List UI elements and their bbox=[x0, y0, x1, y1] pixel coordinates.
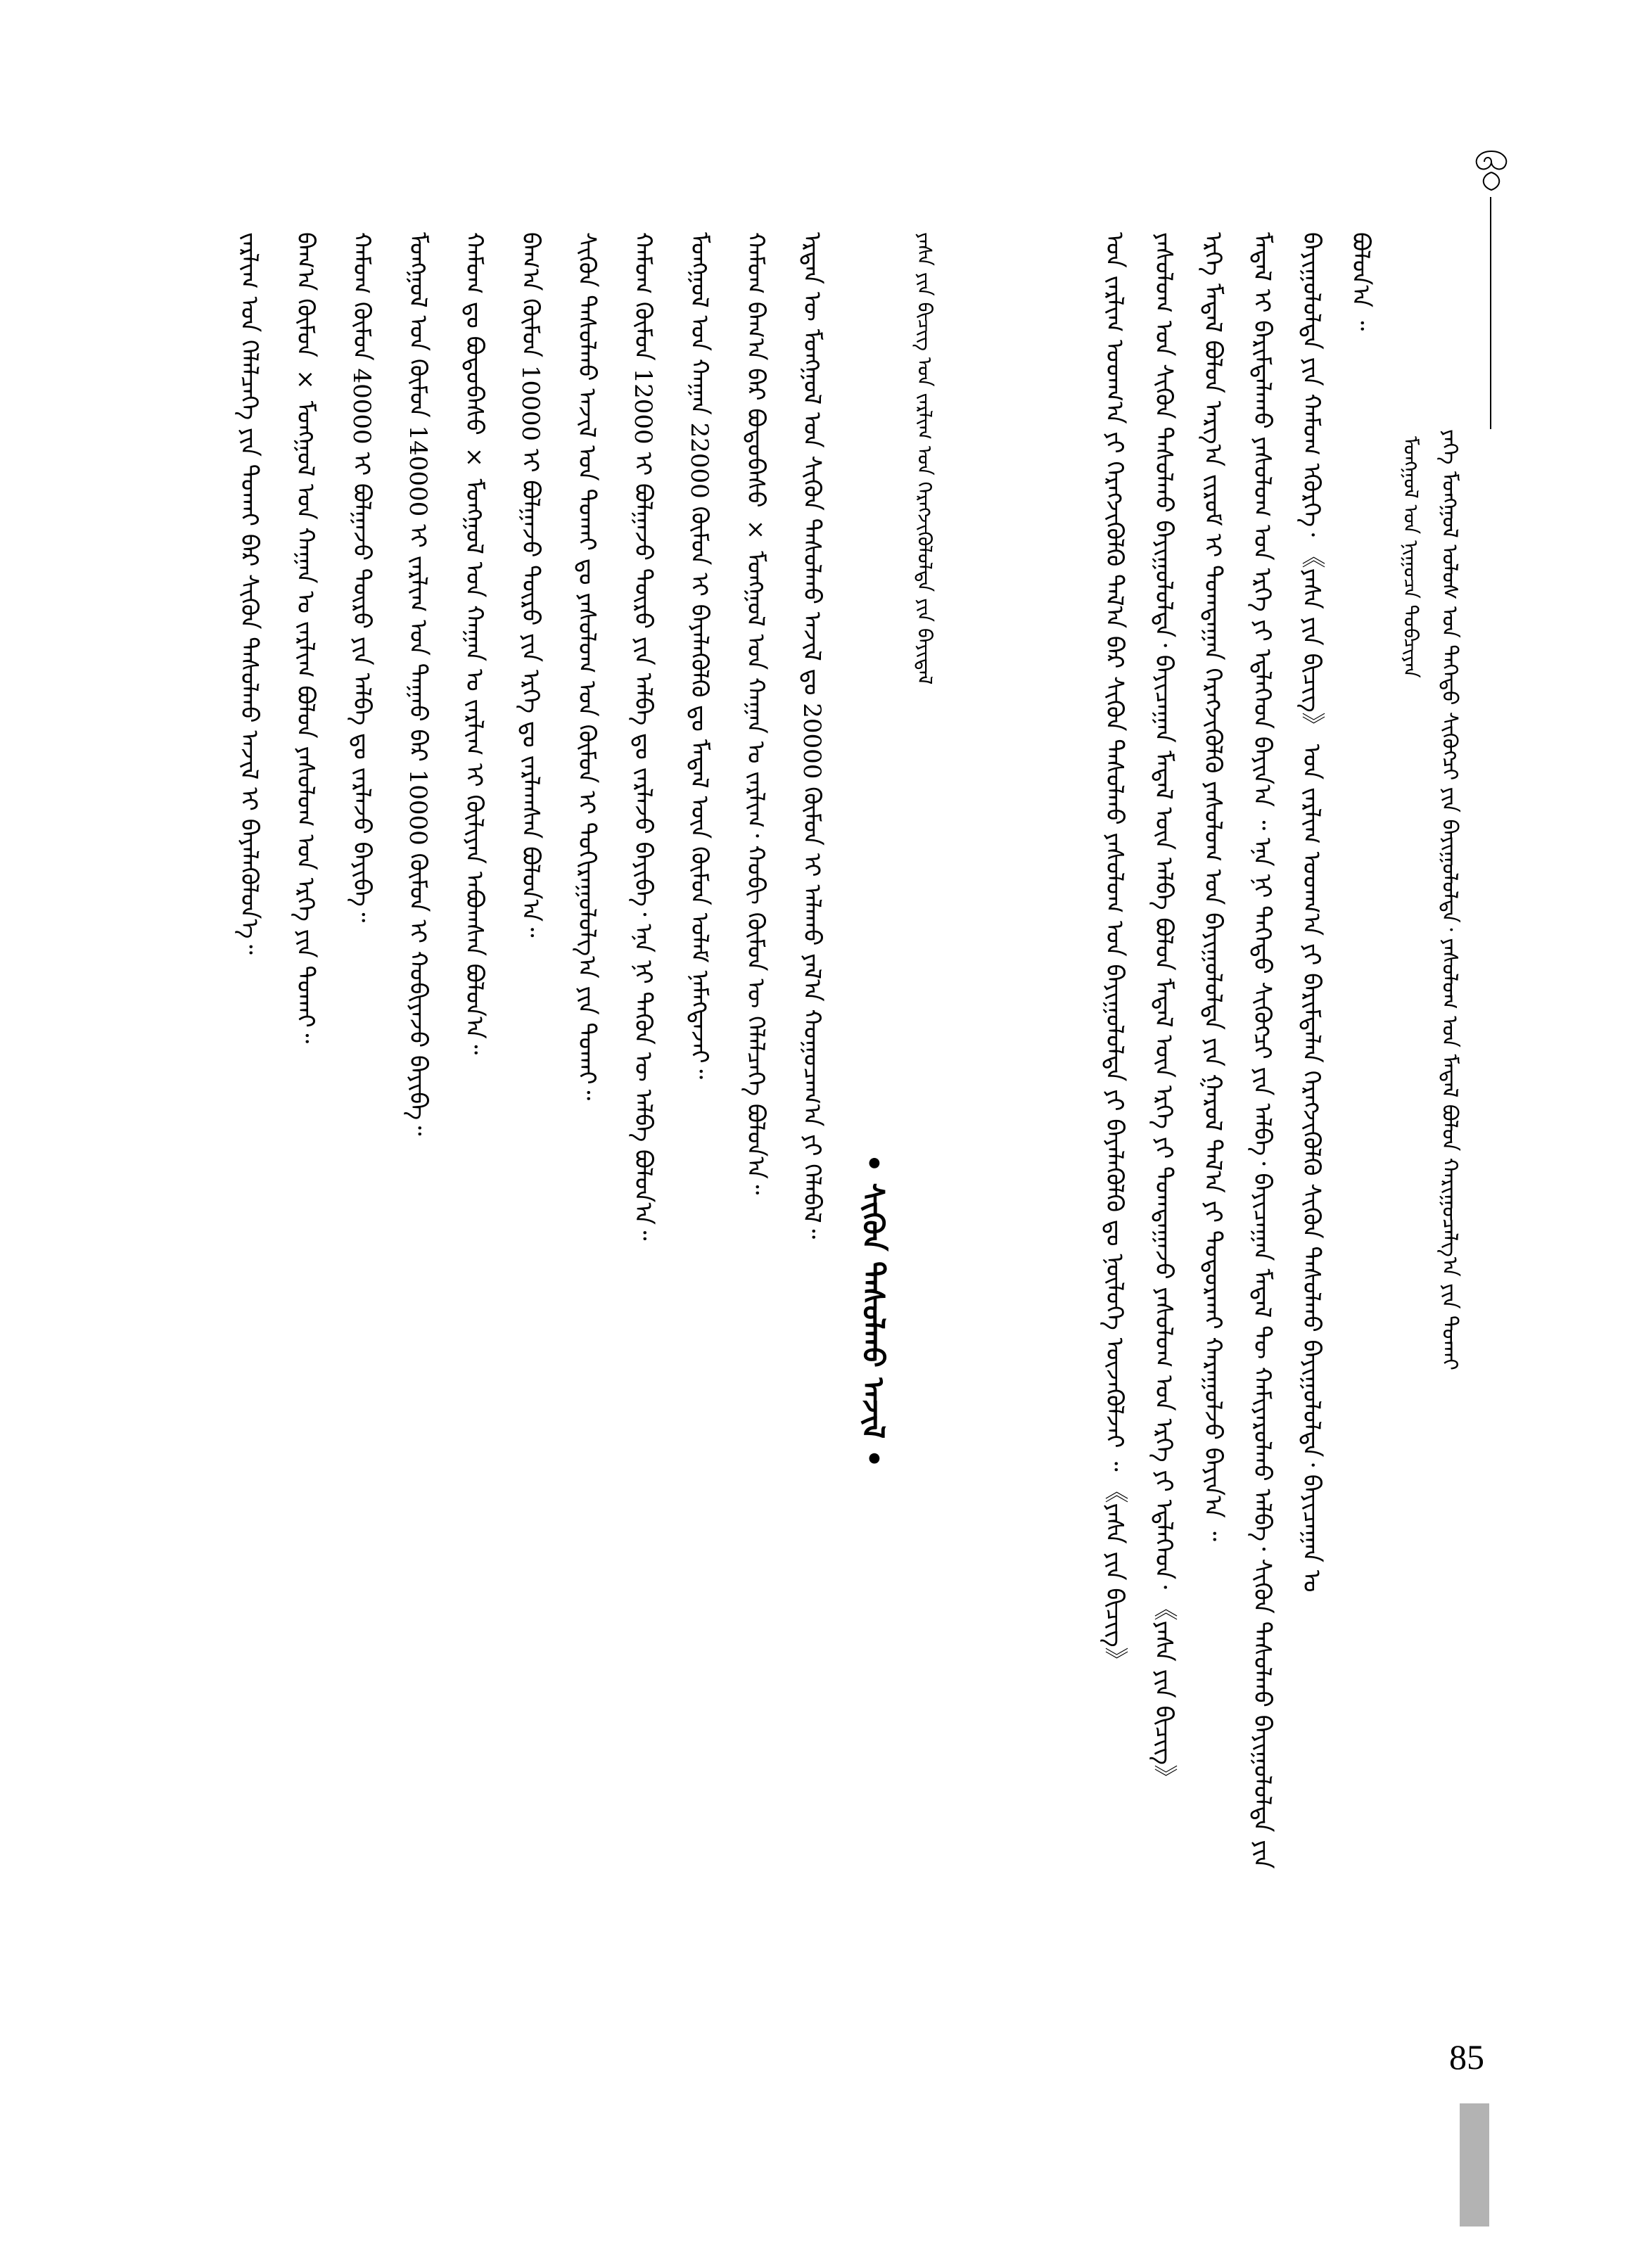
header-rule bbox=[1490, 197, 1491, 429]
body-column-9: ᠬᠠᠮᠤᠭ ᠬᠦᠮᠦᠨ 40000 ᠢ ᠪᠣᠯᠭᠠᠵᠤ ᠲᠦᠷᠦ ᠶᠢᠨ ᠠᠯᠪᠠ ᠳᠤ ᠵᠠᠷᠯᠠᠵᠤ ᠪᠠᠶᠢᠪᠠ᠃ bbox=[348, 232, 376, 923]
body-column-5: ᠰᠢᠭᠦᠨ ᠲᠠᠰᠤᠯᠬᠤ ᠠᠵᠢᠯ ᠤᠨ ᠲᠤᠬᠠᠢ ᠳᠤ ᠶᠠᠰᠤᠯᠤᠭ ᠤᠨ ᠬᠦᠮᠦᠨ ᠢ ᠲᠣᠬᠢᠷᠠᠭᠤᠯᠤᠯᠭ᠎ᠠ ᠶᠢᠨ ᠲᠤᠬᠠᠢ᠃ bbox=[573, 232, 601, 1101]
running-header-title: ᠶᠡᠬᠡ ᠮᠣᠩᠭᠣᠯ ᠤᠯᠤᠰ ᠤᠨ ᠳᠡᠭᠡᠳᠦ ᠰᠢᠭᠦᠭᠴᠢ ᠶᠢᠨ ᠪᠠᠶᠢᠭᠤᠯᠤᠯᠲᠠ᠂ ᠶᠠᠰᠤᠯᠤᠭ ᠤᠨ ᠮᠡᠳᠡᠯ ᠪᠣᠯᠤᠨ ᠬᠠᠷᠢᠭᠤᠴᠠᠯᠭ᠎ᠠ ᠶᠢᠨ ᠲᠤᠬᠠᠢ bbox=[1437, 429, 1462, 1370]
page-edge-tab bbox=[1460, 2103, 1489, 2226]
text-column-2: ᠪᠠᠶᠢᠭᠤᠯᠤᠯᠲᠠ ᠶᠢᠨ ᠬᠠᠮᠤᠭ ᠡᠭᠦᠷᠭᠡ᠂ 《ᠶᠠᠰᠠ ᠶᠢᠨ ᠪᠢᠴᠢᠭ》 ᠤᠨ ᠵᠠᠷᠯᠢᠭ ᠤᠳᠬ᠎ᠠ ᠶᠢ ᠪᠠᠷᠢᠮᠲᠠᠯᠠᠨ ᠬᠡᠷᠡᠭᠵᠢᠭᠦᠯᠬᠦ ᠰᠢᠭᠦᠨ ᠲᠠᠰᠤᠯᠬᠤ ᠪᠠᠶᠢᠭᠤᠯᠤᠯᠲᠠ᠂ ᠪᠠᠶᠢᠴᠠᠭᠠᠨ ᠤ bbox=[1297, 232, 1325, 1593]
body-column-3: ᠮᠣᠩᠭᠣᠯ ᠤᠨ ᠬᠠᠭᠠᠨ 22000 ᠬᠦᠮᠦᠨ ᠢ ᠪᠡᠶᠡᠯᠡᠭᠦᠯᠬᠦ ᠳᠤ ᠮᠡᠳᠡᠯ ᠦᠨ ᠬᠦᠮᠦᠨ ᠤᠯᠠᠮ ᠨᠡᠮᠡᠭᠳᠡᠵᠡᠢ᠃ bbox=[685, 232, 713, 1079]
section-heading: • ᠰᠢᠭᠦᠨ ᠲᠠᠰᠤᠯᠬᠤ ᠠᠵᠢᠯ • bbox=[856, 1154, 891, 1468]
caption-line: ᠶᠠᠰᠠ ᠶᠢᠨ ᠪᠢᠴᠢᠭ ᠤᠨ ᠵᠠᠷᠯᠢᠭ ᠤᠨ ᠬᠡᠷᠡᠭᠵᠢᠭᠦᠯᠦᠯᠲᠡ ᠶᠢᠨ ᠪᠠᠶᠢᠳᠠᠯ bbox=[913, 232, 936, 685]
running-header-subtitle: ᠮᠣᠩᠭᠣᠯ ᠤᠨ ᠨᠢᠭᠤᠴᠠ ᠲᠣᠪᠴᠢᠶᠠᠨ bbox=[1399, 436, 1422, 678]
body-column-10: ᠪᠠᠭ᠎ᠠ ᠬᠦᠮᠦᠨ × ᠮᠣᠩᠭᠣᠯ ᠤᠨ ᠬᠠᠭᠠᠨ ᠤ ᠵᠠᠷᠯᠢᠭ ᠪᠣᠯᠤᠨ ᠶᠠᠰᠤᠯᠤᠭ ᠤᠨ ᠡᠷᠬᠡ ᠶᠢᠨ ᠲᠤᠬᠠᠢ᠃ bbox=[291, 232, 319, 1044]
text-column-6: ᠤᠨ ᠵᠠᠷᠯᠢᠭ ᠤᠳᠬ᠎ᠠ ᠶᠢ ᠬᠡᠷᠡᠭᠵᠢᠭᠦᠯᠬᠦ ᠲᠠᠯ᠎ᠠ ᠪᠠᠷ ᠰᠢᠭᠦᠨ ᠲᠠᠰᠤᠯᠬᠤ ᠶᠠᠰᠤᠯᠤᠭ ᠤᠨ ᠪᠠᠶᠢᠭᠤᠯᠤᠯᠲᠠ ᠶᠢ ᠪᠡᠶᠡᠯᠡᠭᠦᠯᠬᠦ ᠳᠤ ᠨᠦᠯᠦᠭᠡ ᠦᠵᠡᠭᠦᠯᠵᠡᠢ ᠃ 《ᠶᠠᠰᠠ ᠶᠢᠨ ᠪᠢᠴᠢᠭ》 bbox=[1100, 232, 1128, 1671]
text-column-1: ᠪᠣᠯᠤᠨ᠎ᠠ ᠃ bbox=[1346, 232, 1375, 331]
body-column-2: ᠬᠠᠮᠤᠭ ᠪᠠᠭ᠎ᠠ ᠪᠠᠷ ᠪᠣᠳᠣᠪᠠᠰᠤ × ᠮᠣᠩᠭᠣᠯ ᠤᠨ ᠬᠠᠭᠠᠨ ᠤ ᠵᠠᠷᠯᠢᠭ᠂ ᠬᠤᠪᠢ ᠬᠦᠮᠦᠨ ᠦ ᠬᠡᠯᠡᠯᠴᠡᠭᠡ ᠪᠣᠯᠤᠨ᠎ᠠ᠃ bbox=[741, 232, 770, 1195]
text-column-4: ᠡᠷᠬᠡ ᠮᠡᠳᠡᠯ ᠪᠣᠯᠤᠨ ᠠᠷᠭ᠎ᠠ ᠵᠢᠷᠤᠮ ᠢ ᠲᠣᠭᠲᠠᠭᠠᠨ ᠬᠡᠷᠡᠭᠵᠢᠭᠦᠯᠬᠦ ᠶᠠᠰᠤᠯᠤᠭ ᠤᠨ ᠪᠠᠶᠢᠭᠤᠯᠤᠯᠲᠠ ᠶᠢᠨ ᠭᠠᠷᠤᠯ ᠲᠠᠯ᠎ᠠ ᠶᠢ ᠲᠣᠳᠣᠷᠬᠠᠢ ᠬᠠᠷᠠᠭᠤᠯᠵᠤ ᠪᠠᠶᠢᠨ᠎ᠠ ᠃ bbox=[1199, 232, 1227, 1541]
text-column-5: ᠶᠠᠰᠤᠯᠤᠭ ᠤᠨ ᠰᠢᠭᠦᠨ ᠲᠠᠰᠤᠯᠬᠤ ᠪᠠᠶᠢᠭᠤᠯᠤᠯᠲᠠ᠂ ᠪᠠᠶᠢᠴᠠᠭᠠᠨ ᠮᠡᠳᠡᠯ ᠦᠨ ᠠᠯᠪᠠ ᠪᠣᠯᠤᠨ ᠮᠡᠳᠡᠯ ᠦᠨ ᠡᠷᠬᠡ ᠶᠢ ᠲᠣᠭᠲᠠᠭᠠᠵᠤ ᠶᠠᠰᠤᠯᠤᠭ ᠤᠨ ᠡᠷᠬᠡ ᠶᠢ ᠡᠳ᠋ᠯᠡᠭᠡᠳ᠂ 《ᠶᠠᠰᠠ ᠶᠢᠨ ᠪᠢᠴᠢᠭ》 bbox=[1149, 232, 1178, 1789]
body-column-1: ᠡᠷᠲᠡᠨ ᠦ ᠮᠣᠩᠭᠣᠯ ᠤᠨ ᠰᠢᠭᠦᠨ ᠲᠠᠰᠤᠯᠬᠤ ᠠᠵᠢᠯ ᠳᠤ 20000 ᠬᠦᠮᠦᠨ ᠢ ᠠᠯᠠᠬᠤ ᠶᠠᠯ᠎ᠠ ᠬᠤᠭᠤᠴᠠᠭ᠎ᠠ ᠶᠢ ᠬᠡᠯᠡᠪᠡᠯ᠃ bbox=[798, 232, 826, 1240]
body-column-6: ᠪᠠᠭ᠎ᠠ ᠬᠦᠮᠦᠨ 10000 ᠢ ᠪᠣᠯᠭᠠᠵᠤ ᠲᠦᠷᠦ ᠶᠢᠨ ᠡᠷᠬᠡ ᠳᠤ ᠵᠠᠷᠯᠠᠭᠰᠠᠨ ᠪᠣᠯᠤᠨ᠎ᠠ᠃ bbox=[516, 232, 544, 938]
page-number: 85 bbox=[1449, 2037, 1484, 2077]
flourish-ornament-icon bbox=[1467, 148, 1516, 197]
body-column-11: ᠵᠠᠷᠯᠢᠭ ᠤᠨ ᠬᠡᠯᠡᠯᠴᠡᠭᠡ ᠶᠢᠨ ᠲᠤᠬᠠᠢ ᠪᠠᠷ ᠰᠢᠭᠦᠨ ᠲᠠᠰᠤᠯᠬᠤ ᠠᠵᠢᠯ ᠢ ᠪᠡᠶᠡᠯᠡᠭᠦᠯᠦᠨ᠎ᠡ᠃ bbox=[235, 232, 263, 955]
body-column-8: ᠮᠣᠩᠭᠣᠯ ᠤᠨ ᠬᠦᠮᠦᠨ 140000 ᠢ ᠵᠠᠷᠯᠢᠭ ᠤᠨ ᠳᠠᠭᠠᠤ ᠪᠠᠷ 10000 ᠬᠦᠮᠦᠨ ᠢ ᠬᠤᠪᠢᠶᠠᠵᠤ ᠪᠠᠶᠢᠪᠠ᠃ bbox=[404, 232, 432, 1136]
body-column-7: ᠬᠠᠮᠤᠭ ᠳᠤ ᠪᠣᠳᠣᠪᠠᠰᠤ × ᠮᠣᠩᠭᠣᠯ ᠤᠨ ᠬᠠᠭᠠᠨ ᠤ ᠵᠠᠷᠯᠢᠭ ᠢ ᠬᠦᠯᠢᠶᠡᠨ ᠠᠪᠤᠭᠰᠠᠨ ᠪᠣᠯᠤᠨ᠎ᠠ᠃ bbox=[460, 232, 488, 1055]
body-column-4: ᠬᠠᠮᠤᠭ ᠬᠦᠮᠦᠨ 12000 ᠢ ᠪᠣᠯᠭᠠᠵᠤ ᠲᠦᠷᠦ ᠶᠢᠨ ᠠᠯᠪᠠ ᠳᠤ ᠵᠠᠷᠯᠠᠵᠤ ᠪᠠᠶᠢᠪᠠ᠂ ᠡᠨᠡ ᠨᠢ ᠲᠡᠭᠦᠨ ᠦ ᠠᠯᠪᠠ ᠪᠣᠯᠤᠨ᠎ᠠ᠃ bbox=[629, 232, 657, 1241]
text-column-3: ᠮᠡᠳᠡᠯ ᠢ ᠪᠠᠷᠢᠮᠲᠠᠯᠠᠬᠤ ᠶᠠᠰᠤᠯᠤᠭ ᠤᠨ ᠡᠷᠬᠡ ᠶᠢ ᠡᠳ᠋ᠯᠡᠭᠡᠳ ᠪᠠᠶᠢᠨ᠎ᠠ ᠃ ᠡᠨᠡ ᠨᠢ ᠳᠡᠭᠡᠳᠦ ᠰᠢᠭᠦᠭᠴᠢ ᠶᠢᠨ ᠠᠯᠪᠠ᠂ ᠪᠠᠶᠢᠴᠠᠭᠠᠨ ᠮᠡᠳᠡᠯ ᠲᠦ ᠬᠠᠮᠢᠶᠠᠷᠤᠯᠬᠤ ᠠᠯᠪᠠ᠂ ᠰᠢᠭᠦᠨ ᠲᠠᠰᠤᠯᠬᠤ ᠪᠠᠶᠢᠭᠤᠯᠤᠯᠲᠠ ᠶᠢᠨ bbox=[1248, 232, 1276, 1869]
